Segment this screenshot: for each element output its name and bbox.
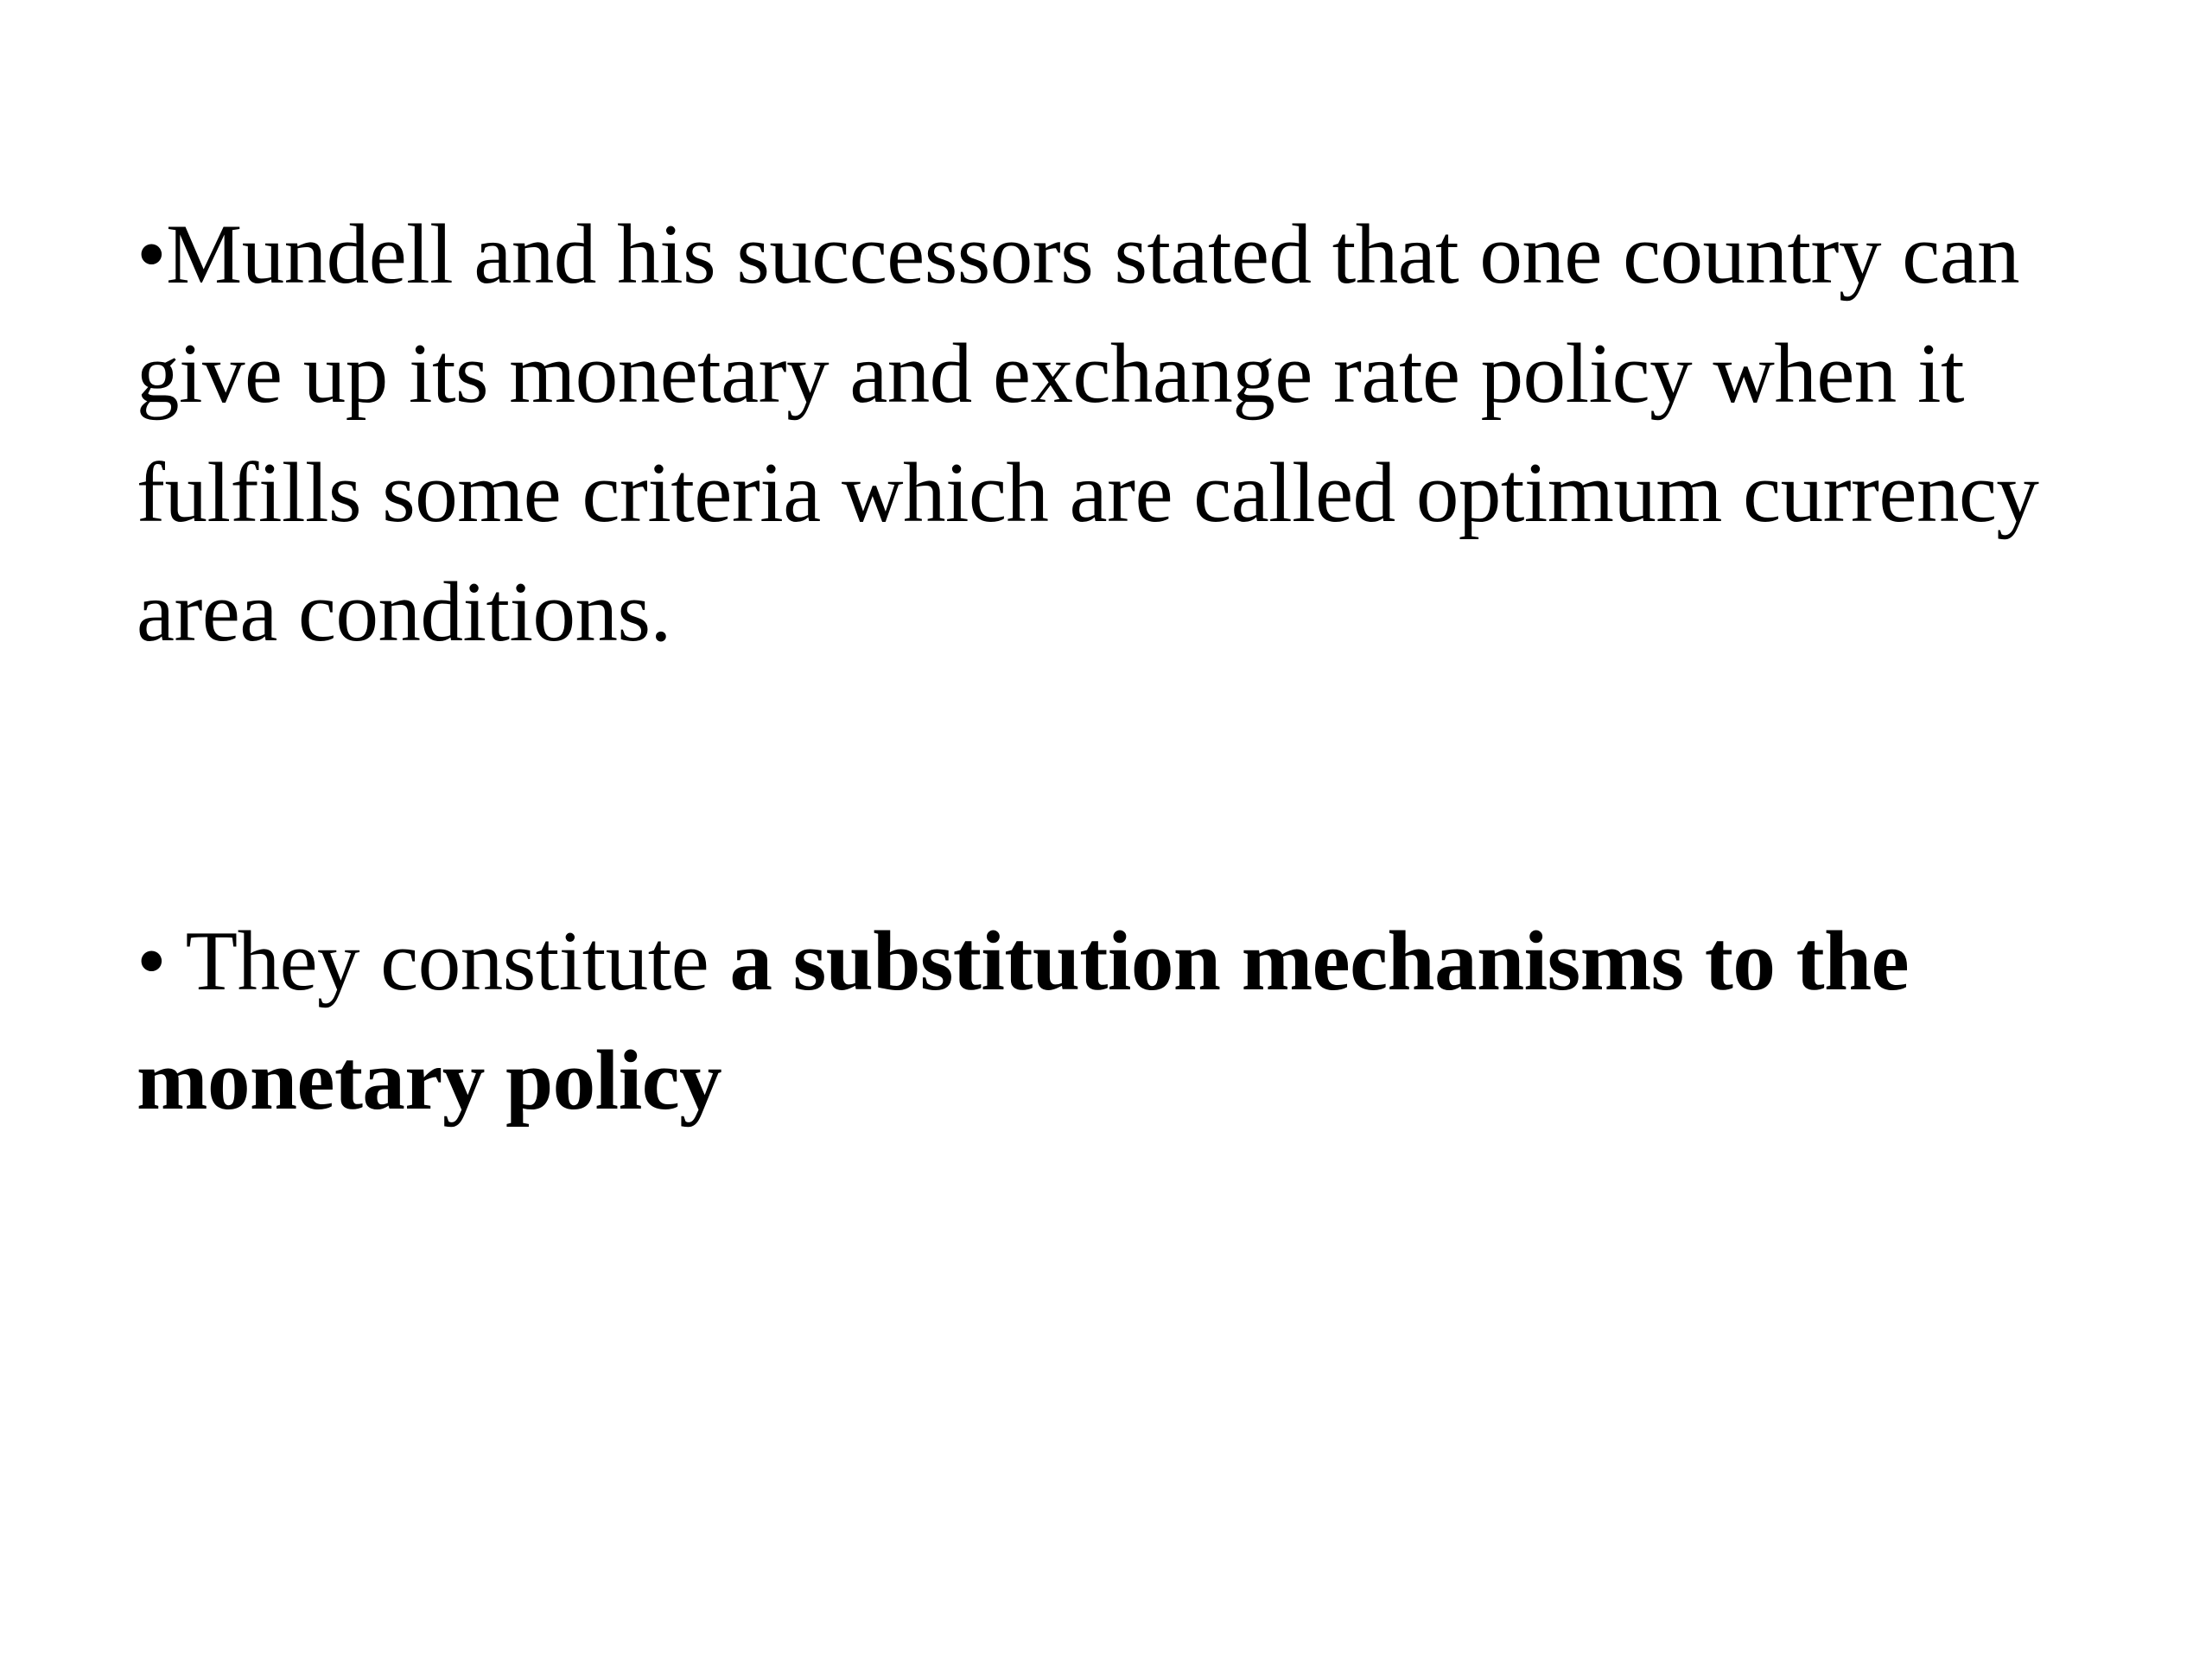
bullet-marker: • — [137, 914, 186, 1008]
bullet-2 — [137, 902, 2158, 1141]
bullet-marker: • — [137, 207, 167, 302]
bullet-1 — [137, 195, 2158, 672]
bullet-2-text-bold: a substitution mechanisms to the monetary policy — [137, 914, 1910, 1128]
bullet-2-text-plain: They constitute — [185, 914, 730, 1008]
bullet-1-text: Mundell and his successors stated that one country can give up its monetary and exchange rate policy when it fulfills some criteria which are called optimum currency area conditions. — [137, 207, 2039, 659]
